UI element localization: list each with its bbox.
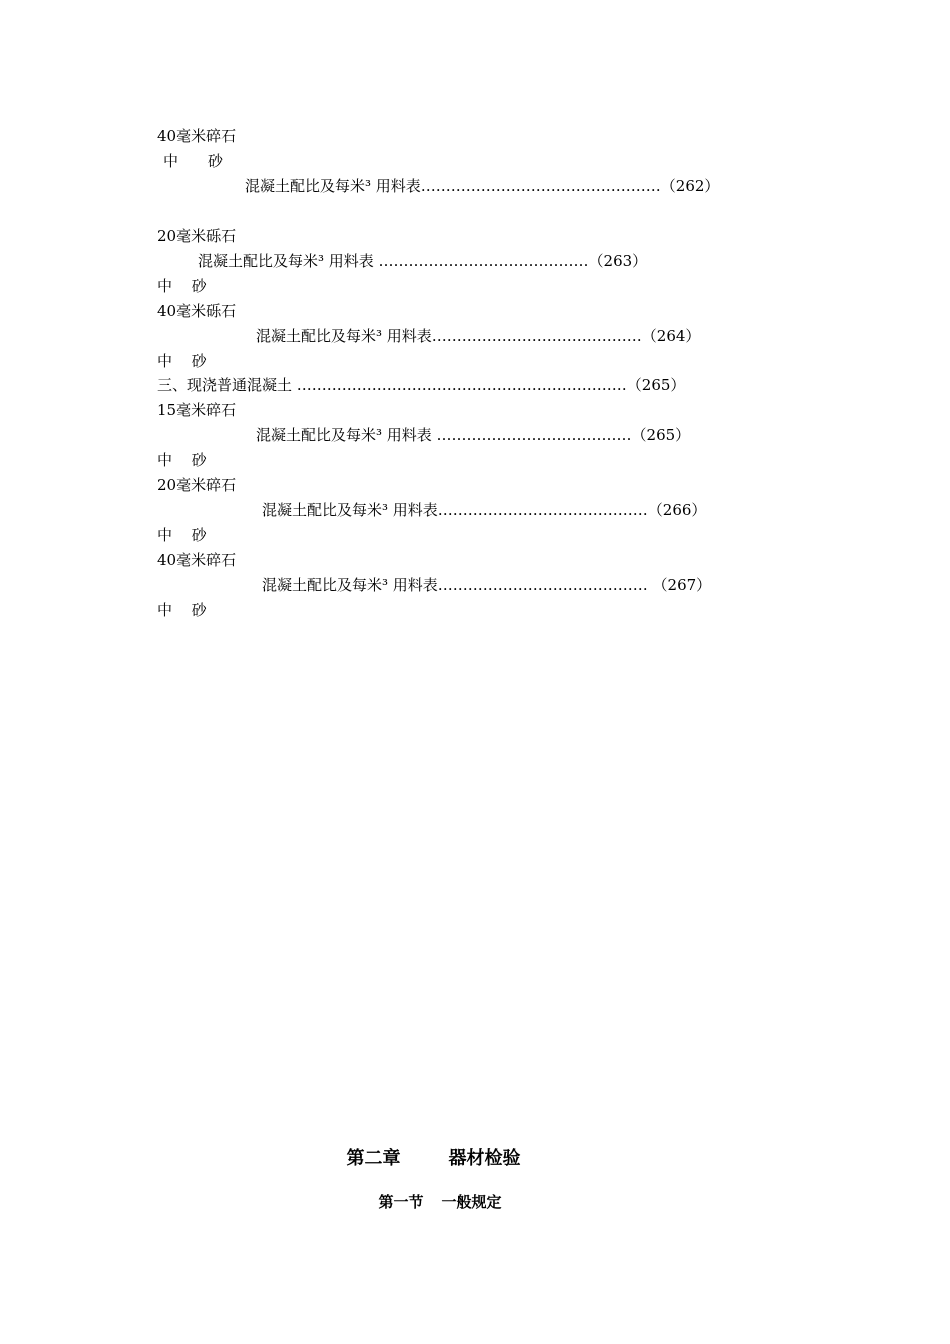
toc-entry: 混凝土配比及每米³ 用料表…………………………………………（262） bbox=[245, 177, 720, 195]
toc-entry: 混凝土配比及每米³ 用料表……………………………………（266） bbox=[262, 501, 707, 519]
toc-entry: 混凝土配比及每米³ 用料表 …………………………………（265） bbox=[256, 426, 691, 444]
toc-line: 20毫米碎石 bbox=[157, 476, 237, 494]
chapter-title: 器材检验 bbox=[448, 1148, 521, 1169]
toc-line: 中 砂 bbox=[157, 277, 207, 295]
toc-line: 40毫米碎石 bbox=[157, 551, 237, 569]
section-number: 第一节 bbox=[378, 1193, 424, 1211]
section-title: 一般规定 bbox=[441, 1193, 502, 1211]
toc-entry: 三、现浇普通混凝土 …………………………………………………………（265） bbox=[157, 376, 686, 394]
chapter-heading bbox=[334, 1123, 521, 1170]
toc-entry: 混凝土配比及每米³ 用料表…………………………………… （267） bbox=[262, 576, 712, 594]
toc-line: 15毫米碎石 bbox=[157, 401, 237, 419]
toc-line: 40毫米砾石 bbox=[157, 302, 237, 320]
chapter-number: 第二章 bbox=[346, 1148, 401, 1169]
toc-line: 40毫米碎石 bbox=[157, 127, 237, 145]
toc-line: 中 砂 bbox=[157, 451, 207, 469]
toc-line: 中 砂 bbox=[157, 352, 207, 370]
toc-entry: 混凝土配比及每米³ 用料表 ……………………………………（263） bbox=[198, 252, 648, 270]
section-heading bbox=[368, 1173, 501, 1212]
toc-line: 中 砂 bbox=[157, 601, 207, 619]
toc-line: 中 砂 bbox=[163, 152, 224, 170]
toc-line: 中 砂 bbox=[157, 526, 207, 544]
toc-line: 20毫米砾石 bbox=[157, 227, 237, 245]
toc-entry: 混凝土配比及每米³ 用料表……………………………………（264） bbox=[256, 327, 701, 345]
